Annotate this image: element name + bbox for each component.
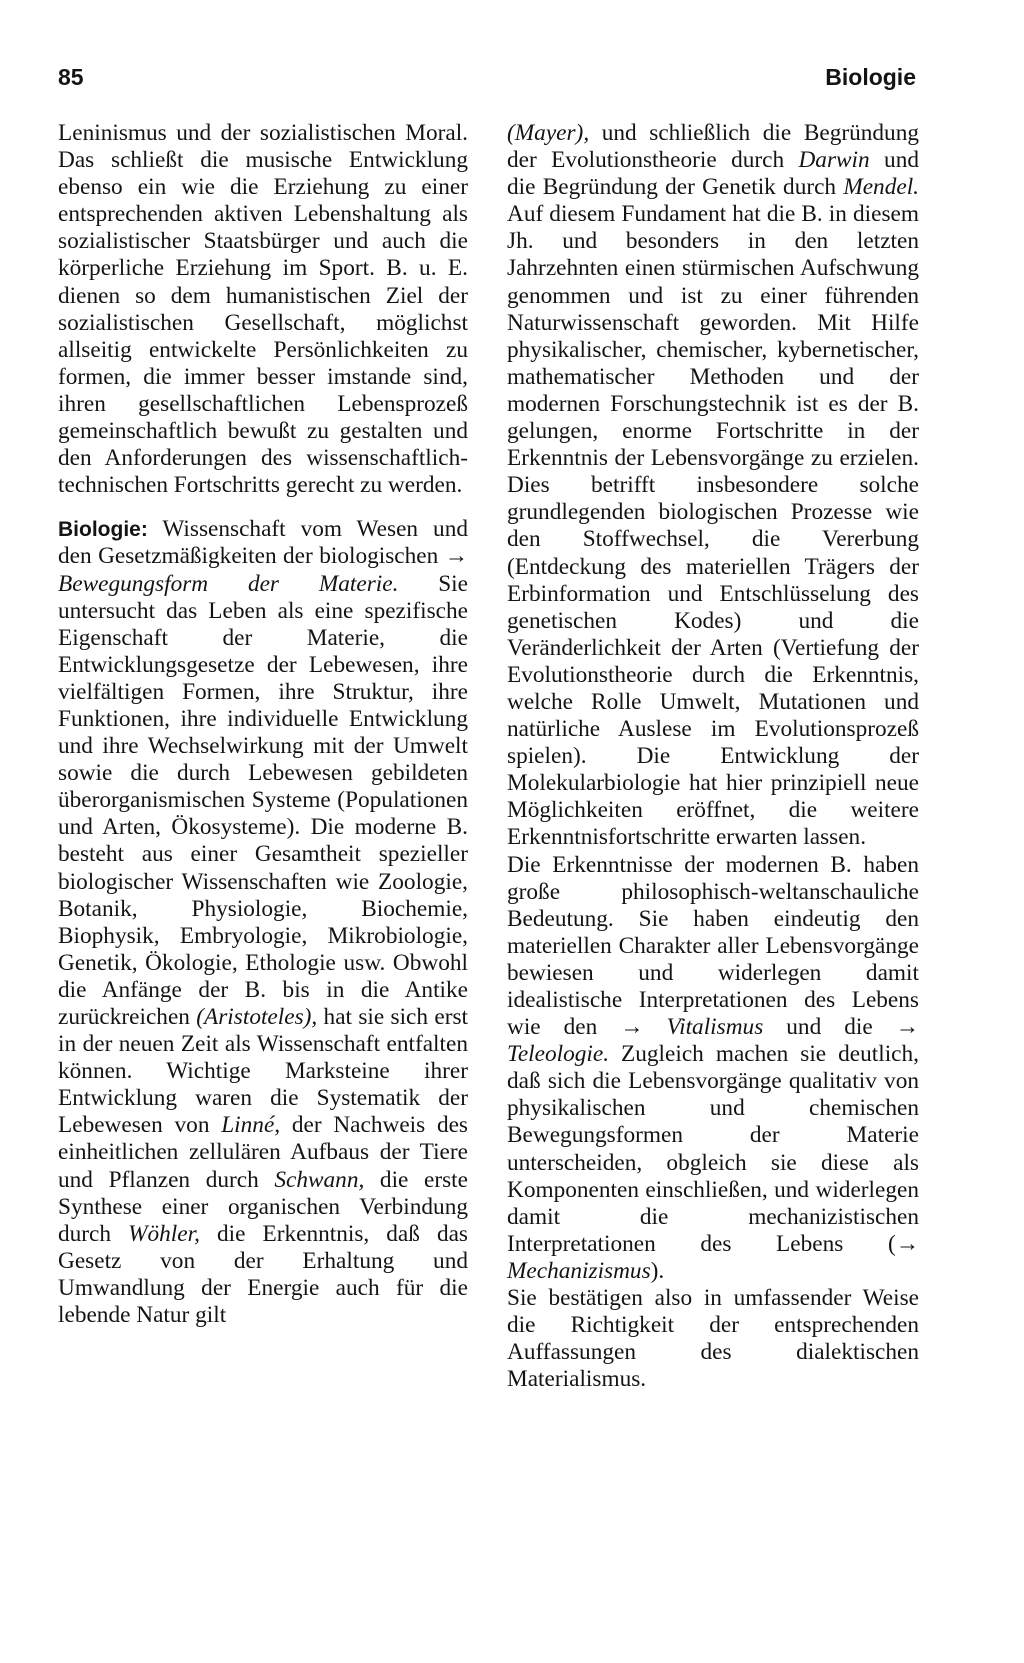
person-name: Schwann, [274,1166,365,1193]
cross-reference-arrow: → [895,1230,919,1257]
page-number: 85 [58,64,84,90]
paragraph-conclusion [507,1285,919,1393]
text-run: und schließlich die Begründung der Evolutionstheorie durch [507,120,919,174]
text-run: und die Begründung der Genetik durch [507,147,919,201]
paragraph-entry-continued [507,120,919,852]
page-header [58,64,916,98]
cross-reference-link[interactable]: Bewegungsform der Materie. [58,570,399,597]
cross-reference-link[interactable]: Vitalismus [666,1014,764,1041]
text-run: Sie untersucht das Leben als eine spezifische Eigenschaft der Materie, die Entwicklungsgesetze der Lebewesen, ihre vielfältigen Formen, ihre Struktur, ihre Funktionen, ihre individuelle Entwicklung und ihre Wechselwirkung mit der Umwelt sowie die durch Lebewesen gebildeten überorganismischen Systeme (Populationen und Arten, Ökosysteme). Die moderne B. besteht aus einer Gesamtheit spezieller biologischer Wissenschaften wie Zoologie, Botanik, Physiologie, Biochemie, Biophysik, Embryologie, Mikrobiologie, Genetik, Ökologie, Ethologie usw. Obwohl die Anfänge der B. bis in die Antike zurückreichen [58,570,468,1030]
text-run: und die [763,1014,896,1041]
running-head: Biologie [825,64,916,90]
entry-headword: Biologie: [58,518,148,542]
person-name: Linné, [221,1112,281,1139]
text-run: Die Erkenntnisse der modernen B. haben große philosophisch-weltanschauliche Bedeutung. Sie haben eindeutig den materiellen Charakter aller Lebensvorgänge bewiesen und widerlegen damit idealistische Interpretationen des Lebens wie den [507,851,919,1041]
text-run: Sie bestätigen also in umfassender Weise die Richtigkeit der entsprechenden Auffassungen des dialektischen Materialismus. [507,1285,919,1393]
text-run: die Erkenntnis, daß das Gesetz von der Erhaltung und Umwandlung der Energie auch für die lebende Natur gilt [58,1220,468,1329]
cross-reference-link[interactable]: Teleologie. [507,1041,610,1068]
text-run: Wissenschaft vom Wesen und den Gesetzmäßigkeiten der biologischen [58,516,468,570]
text-run: Zugleich machen sie deutlich, daß sich die Lebensvorgänge qualitativ von physikalischen und chemischen Bewegungsformen der Materie unterscheiden, obgleich sie diese als Komponenten einschließen, und widerlegen damit die mechanizistischen Interpretationen des Lebens ( [507,1041,919,1257]
person-name: Mendel. [843,174,919,201]
text-run: der Nachweis des einheitlichen zellulären Aufbaus der Tiere und Pflanzen durch [58,1112,468,1193]
entry-biologie [58,516,468,1329]
cross-reference-link[interactable]: Mechanizismus [507,1257,651,1284]
paragraph-significance [507,852,919,1286]
text-run: hat sie sich erst in der neuen Zeit als Wissenschaft entfalten können. Wichtige Marksteine ihrer Entwicklung waren die Systematik der Lebewesen von [58,1004,468,1139]
cross-reference-arrow: → [444,543,468,570]
text-run: die erste Synthese einer organischen Verbindung durch [58,1166,468,1247]
person-name: Darwin [798,147,870,174]
cross-reference-arrow: → [895,1014,919,1041]
text-run: Auf diesem Fundament hat die B. in diesem Jh. und besonders in den letzten Jahrzehnten einen stürmischen Aufschwung genommen und ist zu einer führenden Naturwissenschaft geworden. Mit Hilfe physikalischer, chemischer, kybernetischer, mathematischer Methoden und der modernen Forschungstechnik ist es der B. gelungen, enorme Fortschritte in der Erkenntnis der Lebensvorgänge zu erzielen. Dies betrifft insbesondere solche grundlegenden biologischen Prozesse wie den Stoffwechsel, die Vererbung (Entdeckung des materiellen Trägers der Erbinformation und Entschlüsselung des genetischen Kodes) und die Veränderlichkeit der Arten (Vertiefung der Evolutionstheorie durch die Erkenntnis, welche Rolle Umwelt, Mutationen und natürliche Auslese im Evolutionsprozeß spielen). Die Entwicklung der Molekularbiologie hat hier prinzipiell neue Möglichkeiten eröffnet, die weitere Erkenntnisfortschritte erwarten lassen. [507,201,919,851]
right-column [507,120,919,1393]
person-name: Wöhler, [128,1220,200,1247]
text-run: ). [650,1257,665,1284]
text-run: Leninismus und der sozialistischen Moral. Das schließt die musische Entwicklung ebenso ein wie die Erziehung zu einer entsprechenden aktiven Lebenshaltung als sozialistischer Staatsbürger und auch die körperliche Erziehung im Sport. B. u. E. dienen so dem humanistischen Ziel der sozialistischen Gesellschaft, möglichst allseitig entwickelte Persönlichkeiten zu formen, die immer besser imstande sind, ihren gesellschaftlichen Lebensprozeß gemeinschaftlich bewußt zu gestalten und den Anforderungen des wissenschaftlich-technischen Fortschritts gerecht zu werden. [58,120,468,499]
person-name: (Aristoteles), [196,1004,318,1030]
paragraph-continuation [58,120,468,499]
left-column [58,120,468,1329]
cross-reference-arrow: → [620,1014,644,1041]
person-name: (Mayer), [507,120,590,146]
